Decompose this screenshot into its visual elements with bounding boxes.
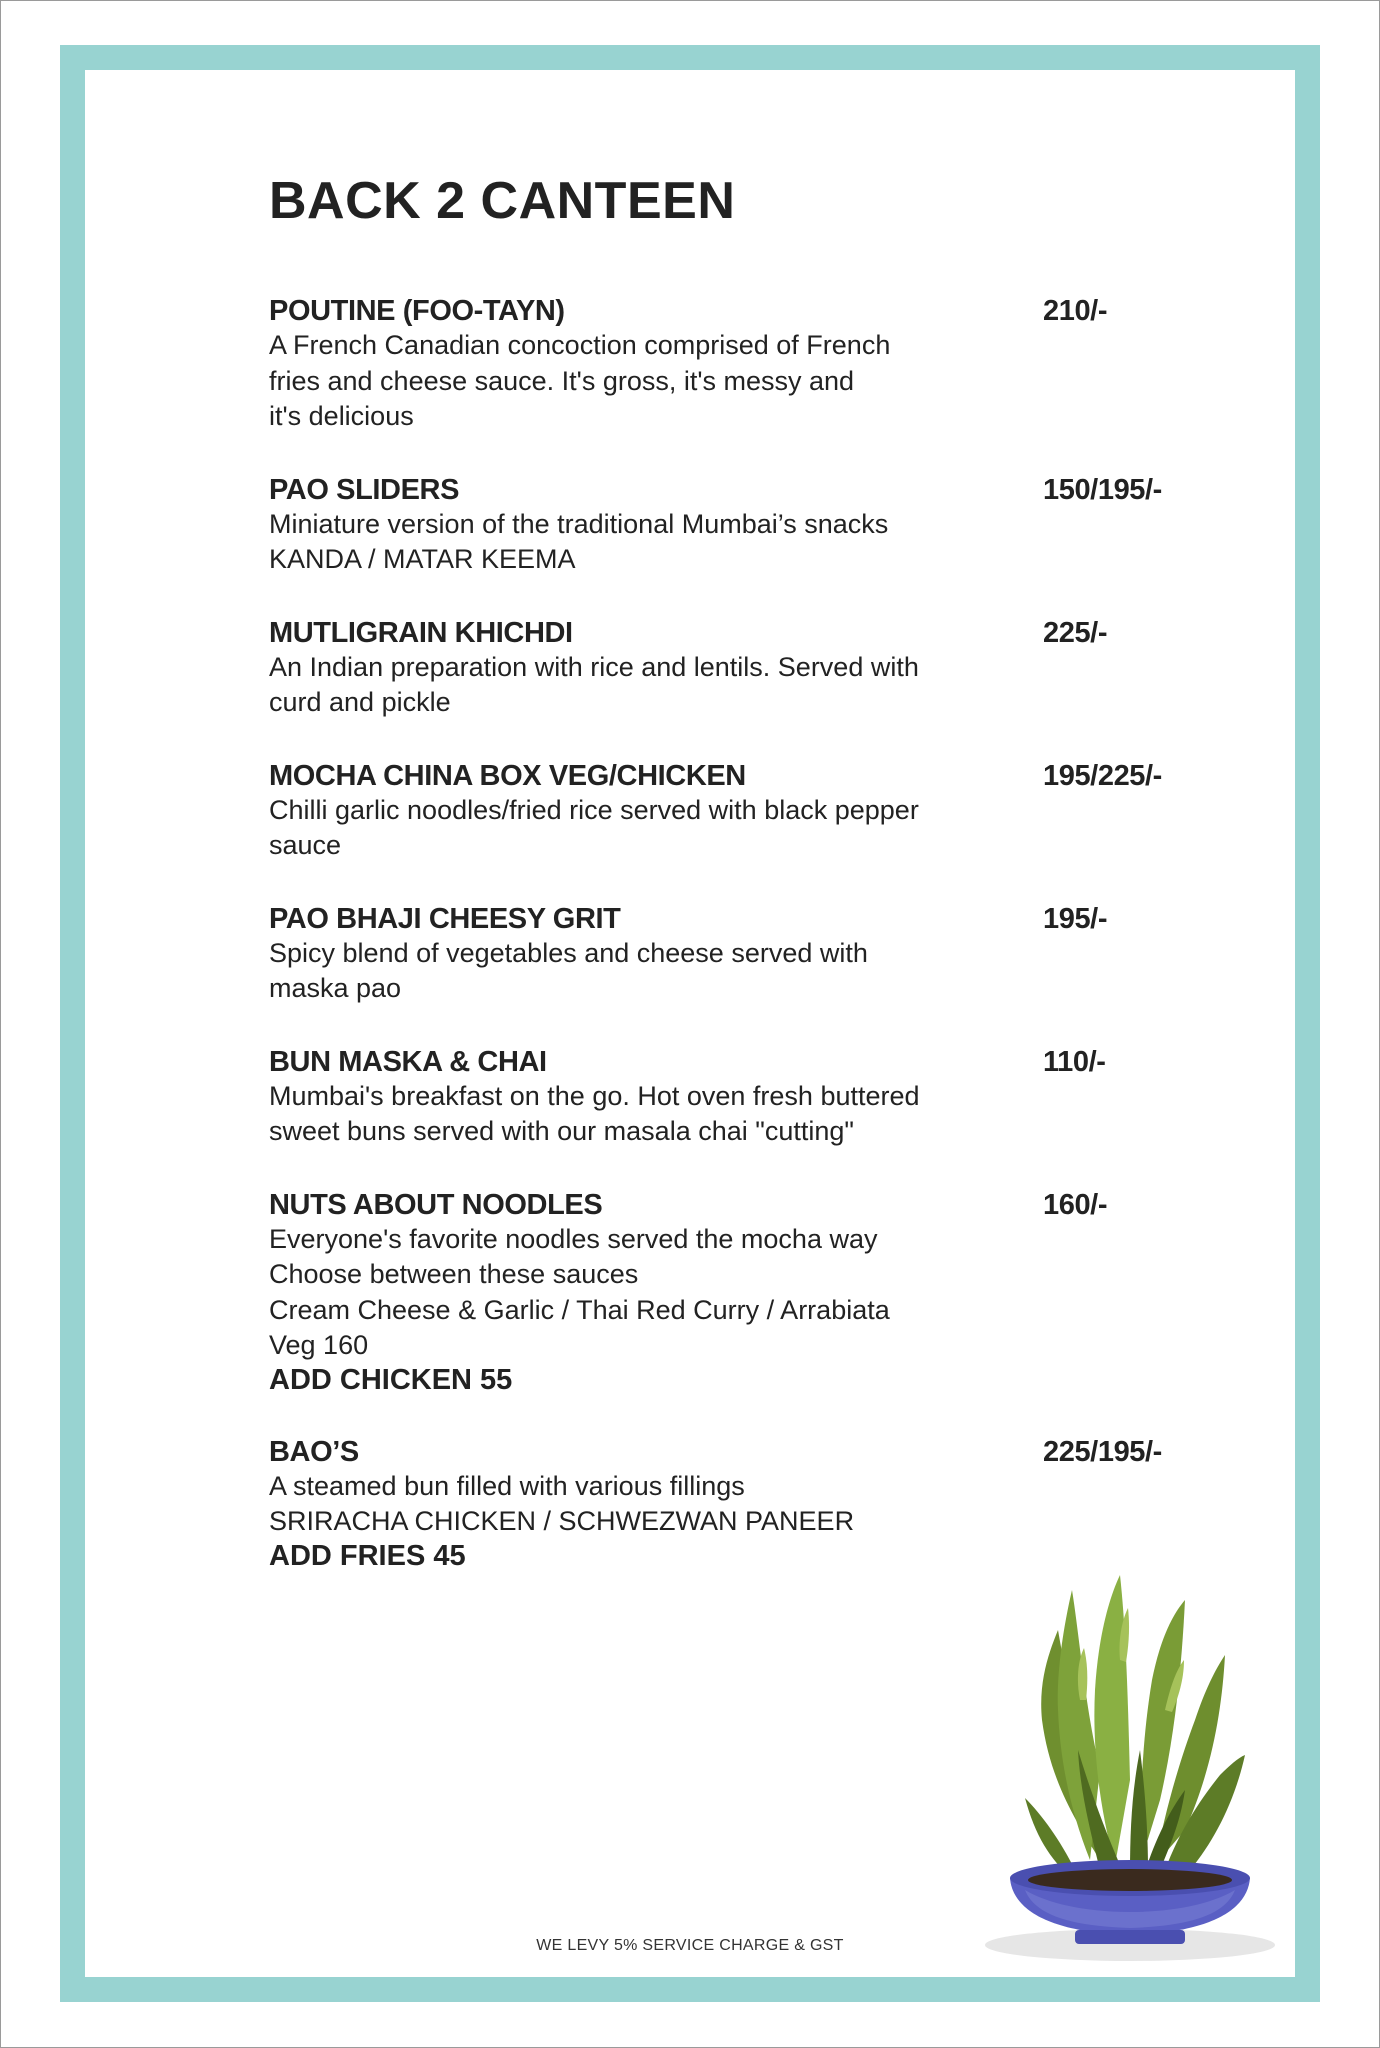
item-description bbox=[269, 328, 1009, 435]
item-price: 160/- bbox=[1043, 1188, 1108, 1221]
description-line: Everyone's favorite noodles served the mocha way bbox=[269, 1223, 878, 1254]
item-price: 195/225/- bbox=[1043, 759, 1162, 792]
item-name: NUTS ABOUT NOODLES bbox=[269, 1188, 603, 1221]
menu-item-baos bbox=[269, 1435, 1189, 1573]
item-name: POUTINE (FOO-TAYN) bbox=[269, 295, 565, 327]
menu-item-khichdi bbox=[269, 616, 1189, 721]
item-price: 225/195/- bbox=[1043, 1435, 1162, 1468]
description-line: curd and pickle bbox=[269, 687, 451, 717]
description-line: Chilli garlic noodles/fried rice served with black pepper bbox=[269, 794, 919, 825]
menu-item-pao-sliders bbox=[269, 473, 1189, 578]
menu-item-poutine bbox=[269, 294, 1189, 435]
description-line: Miniature version of the traditional Mumbai’s snacks bbox=[269, 508, 889, 539]
description-line: A French Canadian concoction comprised of French bbox=[269, 330, 891, 360]
description-line: fries and cheese sauce. It's gross, it's messy and bbox=[269, 365, 855, 396]
item-description bbox=[269, 1079, 1009, 1150]
description-line: SRIRACHA CHICKEN / SCHWEZWAN PANEER bbox=[269, 1506, 855, 1536]
item-name: BUN MASKA & CHAI bbox=[269, 1045, 547, 1078]
item-name: PAO SLIDERS bbox=[269, 473, 460, 506]
item-addon: ADD FRIES 45 bbox=[269, 1539, 466, 1572]
description-line: Mumbai's breakfast on the go. Hot oven fresh buttered bbox=[269, 1080, 920, 1111]
item-price: 150/195/- bbox=[1043, 473, 1162, 506]
description-line: it's delicious bbox=[269, 401, 414, 431]
potted-plant-icon bbox=[980, 1560, 1280, 1970]
menu-item-china-box bbox=[269, 759, 1189, 864]
item-description bbox=[269, 1222, 1009, 1364]
item-name: BAO’S bbox=[269, 1435, 359, 1468]
item-description bbox=[269, 650, 1009, 721]
menu-title: BACK 2 CANTEEN bbox=[269, 172, 736, 230]
menu-content bbox=[269, 170, 1189, 1611]
description-line: sweet buns served with our masala chai "cutting" bbox=[269, 1116, 854, 1146]
description-line: Spicy blend of vegetables and cheese served with bbox=[269, 937, 868, 968]
description-line: KANDA / MATAR KEEMA bbox=[269, 544, 576, 574]
description-line: Cream Cheese & Garlic / Thai Red Curry / Arrabiata bbox=[269, 1294, 890, 1325]
item-price: 195/- bbox=[1043, 902, 1108, 935]
menu-item-bun-maska bbox=[269, 1045, 1189, 1150]
description-line: Choose between these sauces bbox=[269, 1259, 639, 1289]
item-price: 210/- bbox=[1043, 295, 1108, 327]
item-price: 225/- bbox=[1043, 616, 1108, 649]
description-line: Veg 160 bbox=[269, 1330, 369, 1360]
item-description bbox=[269, 507, 1009, 578]
service-charge-note: WE LEVY 5% SERVICE CHARGE & GST bbox=[536, 1937, 844, 1954]
description-line: sauce bbox=[269, 830, 342, 860]
item-addon: ADD CHICKEN 55 bbox=[269, 1363, 513, 1396]
description-line: A steamed bun filled with various fillings bbox=[269, 1470, 745, 1501]
description-line: An Indian preparation with rice and lentils. Served with bbox=[269, 651, 919, 682]
item-name: PAO BHAJI CHEESY GRIT bbox=[269, 902, 621, 935]
item-description bbox=[269, 936, 1009, 1007]
item-description bbox=[269, 1469, 1009, 1540]
item-price: 110/- bbox=[1043, 1045, 1106, 1078]
item-description bbox=[269, 793, 1009, 864]
item-name: MOCHA CHINA BOX VEG/CHICKEN bbox=[269, 759, 746, 792]
item-name: MUTLIGRAIN KHICHDI bbox=[269, 616, 573, 649]
description-line: maska pao bbox=[269, 973, 402, 1003]
menu-item-pao-bhaji bbox=[269, 902, 1189, 1007]
menu-item-noodles bbox=[269, 1188, 1189, 1397]
